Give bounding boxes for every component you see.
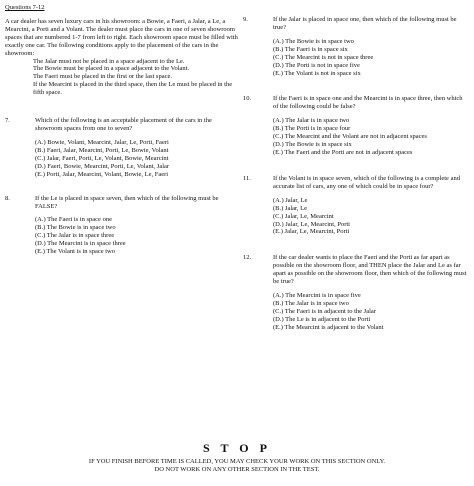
question-9 bbox=[243, 16, 469, 77]
option-e[interactable]: (E.) Jalar, Le, Mearcint, Porti bbox=[273, 228, 350, 236]
answer-options bbox=[243, 197, 469, 237]
option-a[interactable]: (A.) Bowie, Volant, Mearcint, Jalar, Le, Porti, Faeri bbox=[35, 138, 169, 146]
question-text: If the Le is placed in space seven, then which of the following must be FALSE? bbox=[35, 194, 219, 210]
question-text: If the Jalar is placed in space one, then which of the following must be true? bbox=[273, 16, 457, 31]
question-text: If the Faeri is in space one and the Mearcint is in space three, then which of the following could be false? bbox=[273, 95, 463, 111]
option-a[interactable]: (A.) The Faeri is in space one bbox=[35, 216, 112, 224]
passage-text: A car dealer has seven luxury cars in his showroom: a Bowie, a Faeri, a Jalar, a Le, a Mearcint, a Porti and a Volant. The dealer must place the cars in one of seven showroom spaces that are numbered 1-7 from left to right. Each showroom space must be filled with exactly one car. The following conditions apply to the placement of the cars in the showroom: bbox=[5, 17, 238, 57]
option-c[interactable]: (C.) The Faeri is in adjacent to the Jalar bbox=[273, 307, 376, 315]
option-e[interactable]: (E.) The Mearcint is adjacent to the Volant bbox=[273, 323, 384, 331]
question-text: Which of the following is an acceptable placement of the cars in the showroom spaces from one to seven? bbox=[35, 117, 212, 133]
condition-4: If the Mearcint is placed in the third space, then the Le must be placed in the fifth space. bbox=[33, 81, 233, 97]
option-a[interactable]: (A.) The Jalar is in space two bbox=[273, 117, 350, 125]
option-b[interactable]: (B.) The Faeri is in space six bbox=[273, 45, 348, 53]
section-heading: Questions 7-12 bbox=[5, 4, 45, 11]
question-number: 11. bbox=[243, 174, 251, 182]
stop-instruction-1: IF YOU FINISH BEFORE TIME IS CALLED, YOU MAY CHECK YOUR WORK ON THIS SECTION ONLY. bbox=[88, 457, 386, 465]
option-d[interactable]: (D.) The Mearcint is in space three bbox=[35, 240, 126, 248]
option-b[interactable]: (B.) The Jalar is in space two bbox=[273, 299, 349, 307]
option-d[interactable]: (D.) The Porti is not in space five bbox=[273, 61, 360, 69]
option-c[interactable]: (C.) The Mearcint and the Volant are not in adjacent spaces bbox=[273, 133, 427, 141]
option-e[interactable]: (E.) The Volant is not in space six bbox=[273, 69, 361, 77]
question-text: If the Volant is in space seven, which of the following is a complete and accurate list of cars, any one of which could be in space four? bbox=[273, 174, 460, 190]
question-number: 12. bbox=[243, 254, 252, 262]
condition-1: The Jalar must not be placed in a space adjacent to the Le. bbox=[33, 57, 185, 65]
option-b[interactable]: (B.) Faeri, Jalar, Mearcint, Porti, Le, Bowie, Volant bbox=[35, 146, 169, 154]
option-d[interactable]: (D.) The Le is in adjacent to the Porti bbox=[273, 315, 371, 323]
answer-options bbox=[243, 38, 469, 78]
option-a[interactable]: (A.) The Mearcint is in space five bbox=[273, 292, 361, 300]
question-7 bbox=[5, 117, 238, 178]
left-column bbox=[5, 4, 238, 256]
option-c[interactable]: (C.) Jalar, Le, Mearcint bbox=[273, 212, 334, 220]
right-column bbox=[243, 4, 469, 332]
question-text: If the car dealer wants to place the Faeri and the Porti as far apart as possible on the showroom floor, and THEN place the Jalar and Le as far apart as possible on the showroom floor, then which of the following must be true? bbox=[273, 254, 467, 286]
stop-notice bbox=[0, 441, 474, 473]
option-e[interactable]: (E.) Porti, Jalar, Mearcint, Volant, Bowie, Le, Faeri bbox=[35, 170, 169, 178]
option-b[interactable]: (B.) The Porti is in space four bbox=[273, 125, 351, 133]
question-10 bbox=[243, 95, 469, 156]
question-number: 7. bbox=[5, 117, 10, 125]
option-a[interactable]: (A.) Jalar, Le bbox=[273, 196, 308, 204]
option-e[interactable]: (E.) The Volant is in space two bbox=[35, 248, 115, 256]
answer-options bbox=[243, 292, 469, 332]
option-e[interactable]: (E.) The Faeri and the Porti are not in adjacent spaces bbox=[273, 148, 413, 156]
option-c[interactable]: (C.) The Mearcint is not in space three bbox=[273, 53, 374, 61]
question-number: 10. bbox=[243, 95, 252, 103]
option-d[interactable]: (D.) The Bowie is in space six bbox=[273, 141, 352, 149]
answer-options bbox=[5, 216, 238, 256]
answer-options bbox=[5, 139, 238, 179]
option-c[interactable]: (C.) The Jalar is in space three bbox=[35, 232, 115, 240]
condition-2: The Bowie must be placed in a space adjacent to the Volant. bbox=[33, 65, 190, 73]
option-b[interactable]: (B.) The Bowie is in space two bbox=[35, 224, 116, 232]
question-number: 8. bbox=[5, 194, 10, 202]
option-a[interactable]: (A.) The Bowie is in space two bbox=[273, 37, 354, 45]
option-d[interactable]: (D.) Jalar, Le, Mearcint, Porti bbox=[273, 220, 350, 228]
option-c[interactable]: (C.) Jalar, Faeri, Porti, Le, Volant, Bowie, Mearcint bbox=[35, 154, 169, 162]
question-8 bbox=[5, 195, 238, 256]
option-b[interactable]: (B.) Jalar, Le bbox=[273, 204, 308, 212]
stop-title: S T O P bbox=[203, 441, 271, 455]
question-11 bbox=[243, 175, 469, 236]
question-number: 9. bbox=[243, 16, 248, 23]
question-12 bbox=[243, 254, 469, 331]
condition-3: The Faeri must be placed in the first or the last space. bbox=[33, 73, 172, 81]
stop-instruction-2: DO NOT WORK ON ANY OTHER SECTION IN THE TEST. bbox=[154, 465, 320, 473]
option-d[interactable]: (D.) Faeri, Bowie, Mearcint, Porti, Le, Volant, Jalar bbox=[35, 162, 170, 170]
answer-options bbox=[243, 117, 469, 157]
